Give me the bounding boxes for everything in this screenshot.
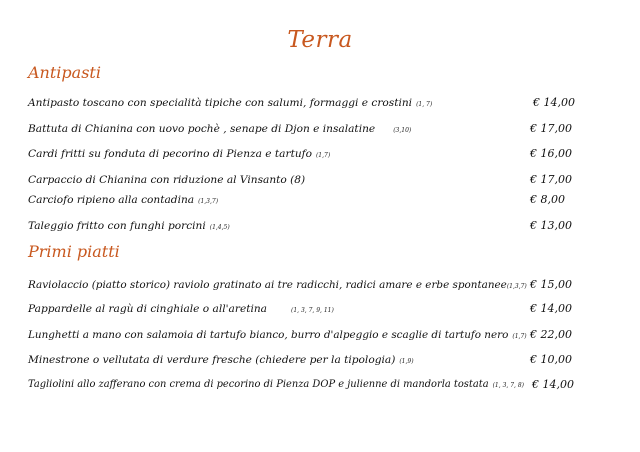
menu-item-price: € 10,00 bbox=[530, 353, 572, 366]
menu-item bbox=[28, 148, 330, 160]
menu-item-price: € 15,00 bbox=[530, 278, 572, 291]
menu-item-name: Carpaccio di Chianina con riduzione al Vinsanto (8) bbox=[28, 174, 306, 186]
menu-item-price: € 14,00 bbox=[532, 378, 574, 391]
menu-item-name: Antipasto toscano con specialità tipiche con salumi, formaggi e crostini bbox=[28, 97, 413, 109]
menu-item-price: € 8,00 bbox=[530, 193, 565, 206]
menu-item-allergens: (1,9) bbox=[399, 358, 414, 365]
menu-item-allergens: (1,4,5) bbox=[209, 224, 230, 231]
menu-item-name: Minestrone o vellutata di verdure fresche (chiedere per la tipologia) bbox=[28, 354, 396, 366]
menu-item-name: Tagliolini allo zafferano con crema di pecorino di Pienza DOP e julienne di mandorla tostata bbox=[28, 379, 489, 390]
menu-item bbox=[28, 220, 230, 232]
menu-item-allergens: (1,7) bbox=[315, 152, 331, 159]
menu-item bbox=[28, 194, 218, 206]
menu-item bbox=[28, 174, 309, 186]
section-heading-primi-piatti: Primi piatti bbox=[28, 242, 120, 261]
menu-item-allergens: (1,7) bbox=[512, 333, 527, 340]
menu-item bbox=[28, 329, 527, 341]
menu-item-price: € 17,00 bbox=[530, 122, 572, 135]
menu-item-price: € 22,00 bbox=[530, 328, 572, 341]
menu-item-price: € 14,00 bbox=[533, 96, 575, 109]
menu-item bbox=[28, 279, 527, 291]
menu-item bbox=[28, 303, 334, 315]
menu-item bbox=[28, 123, 411, 135]
menu-item-name: Taleggio fritto con funghi porcini bbox=[28, 220, 206, 232]
menu-item-price: € 14,00 bbox=[530, 302, 572, 315]
menu-item-allergens: (1, 3, 7, 8) bbox=[492, 382, 524, 389]
menu-item bbox=[28, 97, 432, 109]
menu-item-allergens: (1,3,7) bbox=[506, 283, 527, 290]
menu-item-allergens: (1,3,7) bbox=[198, 198, 219, 205]
menu-item-name: Pappardelle al ragù di cinghiale o all'aretina bbox=[28, 303, 267, 315]
section-heading-antipasti: Antipasti bbox=[28, 63, 101, 82]
menu-item bbox=[28, 379, 524, 390]
menu-title: Terra bbox=[287, 27, 353, 53]
menu-item-allergens: (1, 7) bbox=[416, 101, 433, 108]
menu-item-price: € 17,00 bbox=[530, 173, 572, 186]
menu-item bbox=[28, 354, 414, 366]
menu-item-allergens: (3,10) bbox=[393, 127, 412, 134]
menu-item-name: Cardi fritti su fonduta di pecorino di Pienza e tartufo bbox=[28, 148, 312, 160]
menu-item-allergens: (1, 3, 7, 9, 11) bbox=[291, 307, 334, 314]
menu-item-name: Carciofo ripieno alla contadina bbox=[28, 194, 195, 206]
menu-item-name: Battuta di Chianina con uovo pochè , senape di Djon e insalatine bbox=[28, 123, 376, 135]
menu-item-name: Raviolaccio (piatto storico) raviolo gratinato ai tre radicchi, radici amare e erbe spontanee bbox=[28, 279, 507, 291]
menu-item-price: € 16,00 bbox=[530, 147, 572, 160]
menu-item-price: € 13,00 bbox=[530, 219, 572, 232]
menu-item-name: Lunghetti a mano con salamoia di tartufo bianco, burro d'alpeggio e scaglie di tartufo nero bbox=[28, 329, 509, 341]
